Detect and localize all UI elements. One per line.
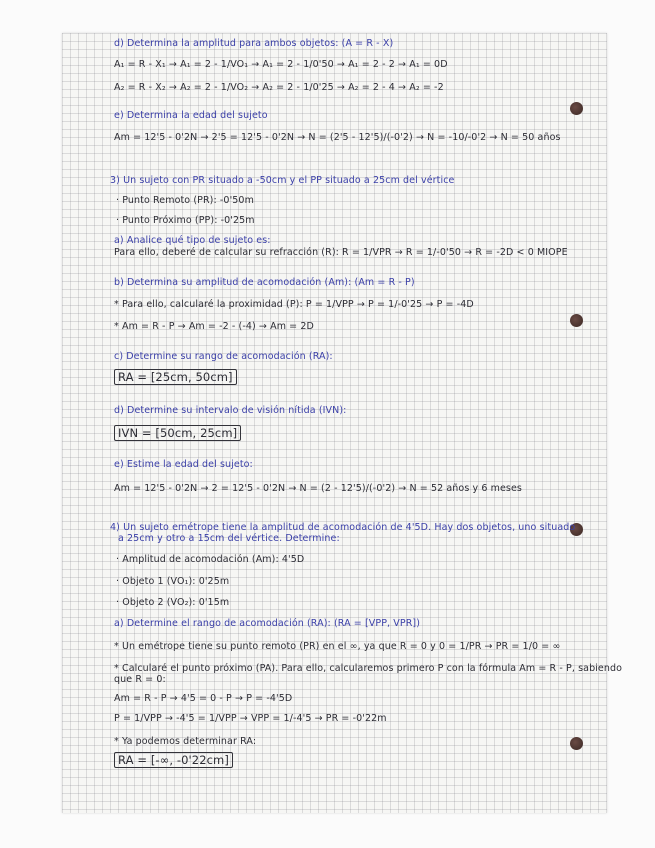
answer-box bbox=[114, 427, 241, 439]
answer-box bbox=[114, 754, 233, 766]
equation-line: A₂ = R - X₂ → A₂ = 2 - 1/VO₂ → A₂ = 2 - 1/0'25 → A₂ = 2 - 4 → A₂ = -2 bbox=[114, 82, 444, 93]
answer-text: RA = [-∞, -0'22cm] bbox=[114, 752, 233, 768]
question-3-title: 3) Un sujeto con PR situado a -50cm y el PP situado a 25cm del vértice bbox=[110, 175, 455, 186]
binder-hole-4 bbox=[570, 737, 583, 750]
binder-hole-2 bbox=[570, 314, 583, 327]
section-a-title: a) Analice qué tipo de sujeto es: bbox=[114, 235, 271, 246]
notebook-page bbox=[62, 33, 623, 813]
section-e-title: e) Determina la edad del sujeto bbox=[114, 110, 268, 121]
section-d-title: d) Determine su intervalo de visión nítida (IVN): bbox=[114, 405, 347, 416]
equation-line: Am = R - P → 4'5 = 0 - P → P = -4'5D bbox=[114, 693, 293, 704]
equation-line: * Ya podemos determinar RA: bbox=[114, 736, 257, 747]
equation-line: Para ello, deberé de calcular su refracción (R): R = 1/VPR → R = 1/-0'50 → R = -2D < 0 MIOPE bbox=[114, 247, 568, 258]
list-item: · Punto Remoto (PR): -0'50m bbox=[116, 195, 254, 206]
equation-line: * Un emétrope tiene su punto remoto (PR) en el ∞, ya que R = 0 y 0 = 1/PR → PR = 1/0 = ∞ bbox=[114, 641, 561, 652]
list-item: · Objeto 1 (VO₁): 0'25m bbox=[116, 576, 230, 587]
equation-line: * Am = R - P → Am = -2 - (-4) → Am = 2D bbox=[114, 321, 314, 332]
answer-box bbox=[114, 371, 237, 383]
equation-line: * Para ello, calcularé la proximidad (P): P = 1/VPP → P = 1/-0'25 → P = -4D bbox=[114, 299, 474, 310]
answer-text: RA = [25cm, 50cm] bbox=[114, 369, 237, 385]
list-item: · Amplitud de acomodación (Am): 4'5D bbox=[116, 554, 305, 565]
binder-hole-1 bbox=[570, 102, 583, 115]
section-e-title: e) Estime la edad del sujeto: bbox=[114, 459, 253, 470]
equation-line: Am = 12'5 - 0'2N → 2'5 = 12'5 - 0'2N → N = (2'5 - 12'5)/(-0'2) → N = -10/-0'2 → N = 50 años bbox=[114, 132, 561, 143]
equation-line: P = 1/VPP → -4'5 = 1/VPP → VPP = 1/-4'5 → PR = -0'22m bbox=[114, 713, 387, 724]
equation-line: A₁ = R - X₁ → A₁ = 2 - 1/VO₁ → A₁ = 2 - 1/0'50 → A₁ = 2 - 2 → A₁ = 0D bbox=[114, 59, 448, 70]
equation-line: que R = 0: bbox=[114, 674, 166, 685]
equation-line: * Calcularé el punto próximo (PA). Para ello, calcularemos primero P con la fórmula Am = R - P, sabiendo bbox=[114, 663, 623, 674]
question-4-title-cont: a 25cm y otro a 15cm del vértice. Determine: bbox=[118, 533, 340, 544]
list-item: · Objeto 2 (VO₂): 0'15m bbox=[116, 597, 230, 608]
section-a-title: a) Determine el rango de acomodación (RA): (RA = [VPP, VPR]) bbox=[114, 618, 421, 629]
answer-text: IVN = [50cm, 25cm] bbox=[114, 425, 241, 441]
section-c-title: c) Determine su rango de acomodación (RA): bbox=[114, 351, 333, 362]
question-4-title: 4) Un sujeto emétrope tiene la amplitud de acomodación de 4'5D. Hay dos objetos, uno situado bbox=[110, 522, 576, 533]
section-d-title: d) Determina la amplitud para ambos objetos: (A = R - X) bbox=[114, 38, 394, 49]
equation-line: Am = 12'5 - 0'2N → 2 = 12'5 - 0'2N → N = (2 - 12'5)/(-0'2) → N = 52 años y 6 meses bbox=[114, 483, 522, 494]
list-item: · Punto Próximo (PP): -0'25m bbox=[116, 215, 255, 226]
section-b-title: b) Determina su amplitud de acomodación (Am): (Am = R - P) bbox=[114, 277, 415, 288]
